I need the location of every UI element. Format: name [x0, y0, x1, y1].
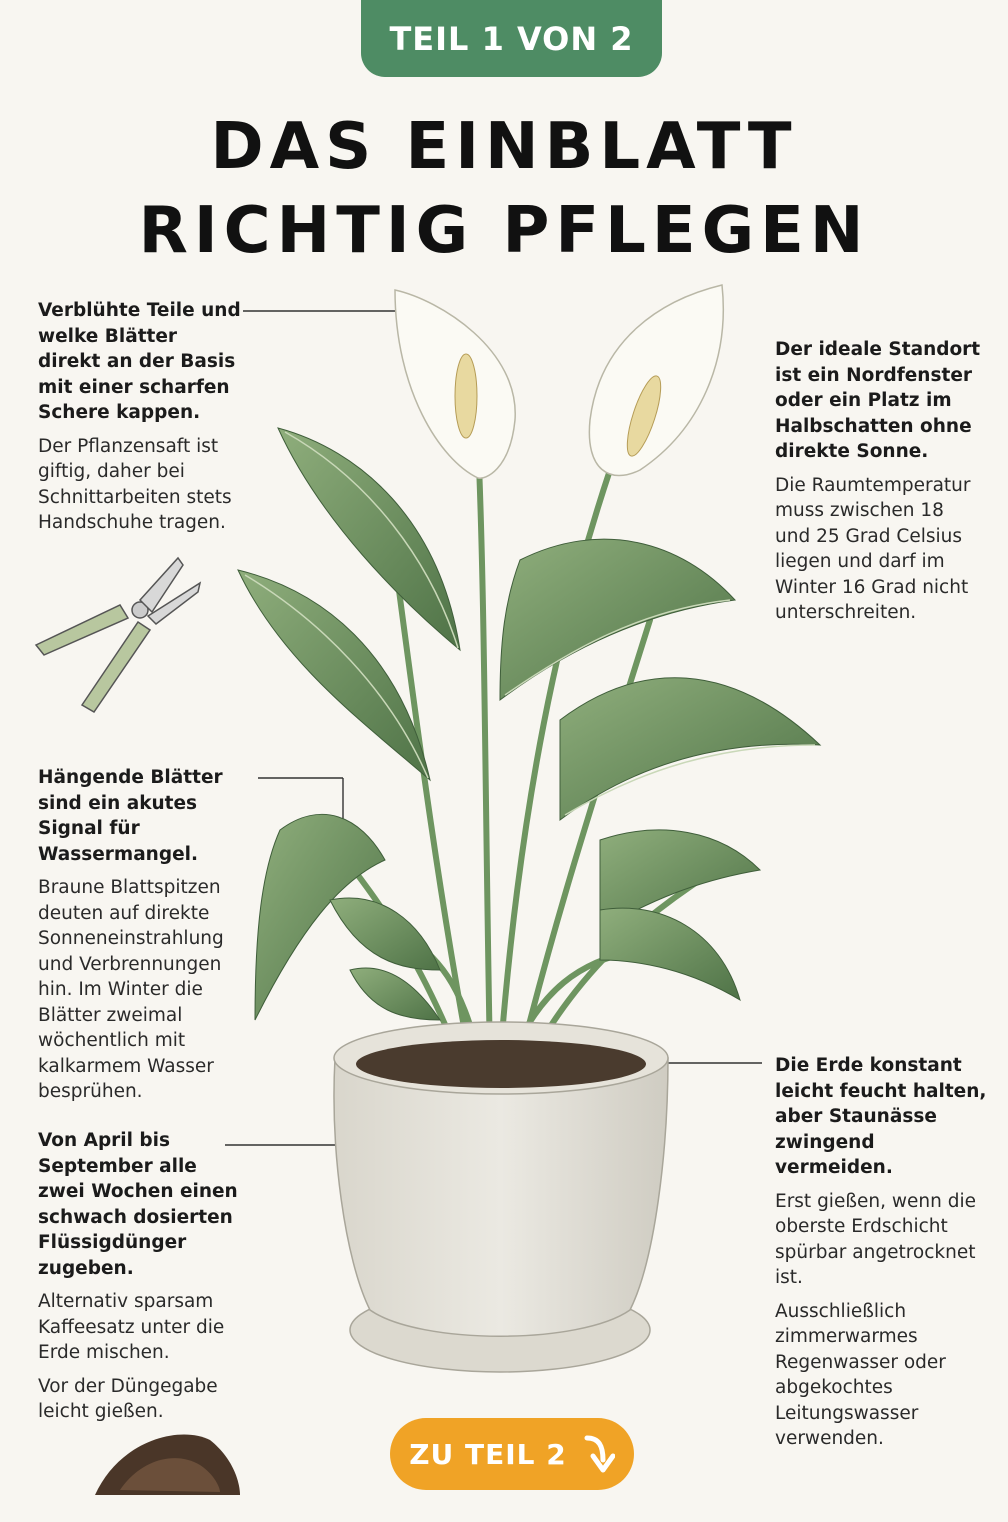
- leaves-tip-text: Braune Blattspitzen deuten auf direkte Sonneneinstrahlung und Verbrennungen hin. Im Winter die Blätter zweimal wöchentlich mit kalkarmem Wasser besprühen.: [38, 877, 224, 1102]
- fertilizer-tip-heading: Von April bis September alle zwei Wochen einen schwach dosierten Flüssigdünger zugeben.: [38, 1130, 238, 1279]
- part-badge: TEIL 1 VON 2: [361, 0, 662, 77]
- page-title: [0, 105, 1008, 273]
- fertilizer-tip: [38, 1128, 238, 1433]
- location-tip-text: Die Raumtemperatur muss zwischen 18 und 25 Grad Celsius liegen und darf im Winter 16 Grad nicht unterschreiten.: [775, 474, 971, 623]
- next-part-button[interactable]: [390, 1418, 634, 1490]
- location-tip: [775, 337, 985, 634]
- title-line-1: DAS EINBLATT: [210, 110, 798, 184]
- pot-illustration: [334, 1022, 668, 1372]
- arrow-down-curved-icon: [581, 1434, 615, 1474]
- pruning-tip-text: Der Pflanzensaft ist giftig, daher bei Schnittarbeiten stets Handschuhe tragen.: [38, 435, 232, 533]
- next-part-label: ZU TEIL 2: [409, 1437, 567, 1471]
- coffee-grounds-icon: [95, 1435, 240, 1495]
- peace-lily-illustration: [238, 285, 820, 1060]
- watering-tip-text-1: Erst gießen, wenn die oberste Erdschicht spürbar angetrocknet ist.: [775, 1190, 976, 1288]
- watering-tip: [775, 1053, 990, 1460]
- location-tip-heading: Der ideale Standort ist ein Nordfenster oder ein Platz im Halbschatten ohne direkte Sonne.: [775, 339, 981, 462]
- leaves-tip: [38, 765, 248, 1113]
- fertilizer-tip-text-1: Alternativ sparsam Kaffeesatz unter die Erde mischen.: [38, 1291, 225, 1363]
- watering-tip-heading: Die Erde konstant leicht feucht halten, aber Staunässe zwingend vermeiden.: [775, 1055, 987, 1178]
- pruning-tip-heading: Verblühte Teile und welke Blätter direkt an der Basis mit einer scharfen Schere kappen.: [38, 300, 241, 423]
- pruning-shears-icon: [36, 558, 200, 712]
- fertilizer-tip-text-2: Vor der Düngegabe leicht gießen.: [38, 1375, 218, 1422]
- watering-tip-text-2: Ausschließlich zimmerwarmes Regenwasser oder abgekochtes Leitungswasser verwenden.: [775, 1300, 946, 1449]
- leaves-tip-heading: Hängende Blätter sind ein akutes Signal für Wassermangel.: [38, 767, 223, 865]
- title-line-2: RICHTIG PFLEGEN: [138, 194, 870, 268]
- pruning-tip: [38, 298, 243, 544]
